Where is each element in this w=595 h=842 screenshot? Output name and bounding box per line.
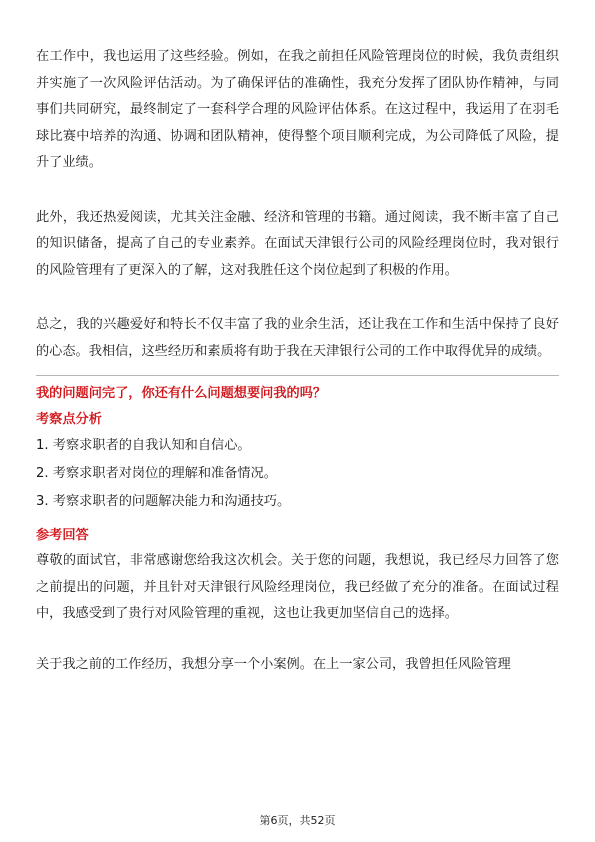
answer-paragraph-continued: 关于我之前的工作经历，我想分享一个小案例。在上一家公司，我曾担任风险管理 xyxy=(36,656,511,672)
paragraph-reading: 此外，我还热爱阅读，尤其关注金融、经济和管理的书籍。通过阅读，我不断丰富了自己的知识储备，提高了自己的专业素养。在面试天津银行公司的风险经理岗位时，我对银行的风险管理有了更深入的了解，这对我胜任这个岗位起到了积极的作用。 xyxy=(36,209,559,278)
paragraph-summary: 总之，我的兴趣爱好和特长不仅丰富了我的业余生活，还让我在工作和生活中保持了良好的心态。我相信，这些经历和素质将有助于我在天津银行公司的工作中取得优异的成绩。 xyxy=(36,317,559,359)
analysis-item: 1. 考察求职者的自我认知和自信心。 xyxy=(36,438,251,453)
question-title: 我的问题问完了，你还有什么问题想要问我的吗？ xyxy=(36,386,327,401)
paragraph-work-experience: 在工作中，我也运用了这些经验。例如，在我之前担任风险管理岗位的时候，我负责组织并实施了一次风险评估活动。为了确保评估的准确性，我充分发挥了团队协作精神，与同事们共同研究，最终制定了一套科学合理的风险评估体系。在这过程中，我运用了在羽毛球比赛中培养的沟通、协调和团队精神，使得整个项目顺利完成，为公司降低了风险，提升了业绩。 xyxy=(36,49,559,170)
section-divider xyxy=(36,375,559,376)
analysis-item: 2. 考察求职者对岗位的理解和准备情况。 xyxy=(36,466,277,481)
answer-paragraph: 尊敬的面试官，非常感谢您给我这次机会。关于您的问题，我想说，我已经尽力回答了您之前提出的问题，并且针对天津银行风险经理岗位，我已经做了充分的准备。在面试过程中，我感受到了贵行对风险管理的重视，这也让我更加坚信自己的选择。 xyxy=(36,553,559,621)
document-body xyxy=(36,44,559,678)
answer-heading: 参考回答 xyxy=(36,528,89,543)
analysis-heading: 考察点分析 xyxy=(36,412,102,427)
analysis-item: 3. 考察求职者的问题解决能力和沟通技巧。 xyxy=(36,494,291,509)
page-number: 第6页，共52页 xyxy=(259,814,336,827)
